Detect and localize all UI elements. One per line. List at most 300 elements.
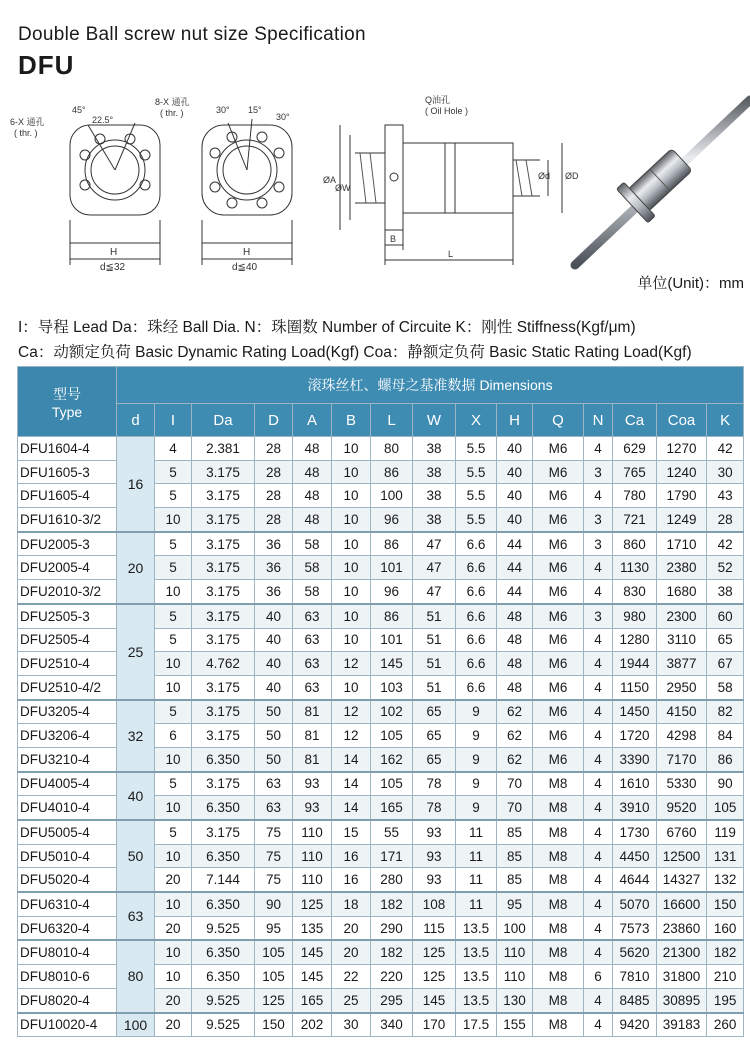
value-cell: 13.5 <box>456 965 497 989</box>
model-cell: DFU3205-4 <box>18 700 117 724</box>
value-cell: 85 <box>497 844 533 868</box>
model-cell: DFU3210-4 <box>18 747 117 771</box>
value-cell: 165 <box>371 796 413 820</box>
value-cell: 39183 <box>657 1013 707 1037</box>
table-row <box>18 604 744 628</box>
a-label: ØA <box>323 175 337 185</box>
value-cell: 125 <box>293 892 332 916</box>
value-cell: M6 <box>533 460 584 484</box>
value-cell: 95 <box>497 892 533 916</box>
value-cell: M6 <box>533 604 584 628</box>
value-cell: 4 <box>584 940 613 964</box>
value-cell: 30895 <box>657 988 707 1012</box>
w-label: ØW <box>335 183 351 193</box>
spec-table-container <box>17 366 743 1037</box>
value-cell: 182 <box>371 892 413 916</box>
value-cell: 13.5 <box>456 988 497 1012</box>
value-cell: 38 <box>413 508 456 532</box>
value-cell: 31800 <box>657 965 707 989</box>
value-cell: 3.175 <box>192 724 255 748</box>
value-cell: 63 <box>293 652 332 676</box>
model-cell: DFU6310-4 <box>18 892 117 916</box>
table-row <box>18 1013 744 1037</box>
column-header-row <box>18 404 744 437</box>
table-row <box>18 940 744 964</box>
value-cell: 4 <box>584 484 613 508</box>
value-cell: 5 <box>155 484 192 508</box>
value-cell: 4150 <box>657 700 707 724</box>
value-cell: 10 <box>332 437 371 461</box>
model-cell: DFU10020-4 <box>18 1013 117 1037</box>
value-cell: 5 <box>155 556 192 580</box>
value-cell: M8 <box>533 868 584 892</box>
value-cell: 220 <box>371 965 413 989</box>
value-cell: 145 <box>293 965 332 989</box>
value-cell: 182 <box>371 940 413 964</box>
value-cell: 10 <box>332 484 371 508</box>
value-cell: 150 <box>255 1013 293 1037</box>
value-cell: 80 <box>371 437 413 461</box>
value-cell: 4 <box>584 820 613 844</box>
value-cell: 81 <box>293 724 332 748</box>
value-cell: 42 <box>707 532 744 556</box>
nominal-diameter-cell: 100 <box>117 1013 155 1037</box>
value-cell: 10 <box>332 675 371 699</box>
value-cell: 93 <box>293 772 332 796</box>
value-cell: 63 <box>255 772 293 796</box>
value-cell: 63 <box>293 628 332 652</box>
value-cell: 6.6 <box>456 604 497 628</box>
value-cell: 12500 <box>657 844 707 868</box>
value-cell: 145 <box>371 652 413 676</box>
value-cell: 47 <box>413 580 456 604</box>
value-cell: M8 <box>533 820 584 844</box>
value-cell: 6.6 <box>456 628 497 652</box>
value-cell: 1720 <box>613 724 657 748</box>
value-cell: 40 <box>255 604 293 628</box>
value-cell: 44 <box>497 580 533 604</box>
value-cell: 3390 <box>613 747 657 771</box>
value-cell: 2.381 <box>192 437 255 461</box>
value-cell: 10 <box>155 892 192 916</box>
value-cell: 10 <box>155 747 192 771</box>
value-cell: 4 <box>584 652 613 676</box>
table-row <box>18 772 744 796</box>
value-cell: 860 <box>613 532 657 556</box>
model-cell: DFU3206-4 <box>18 724 117 748</box>
value-cell: 42 <box>707 437 744 461</box>
value-cell: 1270 <box>657 437 707 461</box>
value-cell: 1450 <box>613 700 657 724</box>
value-cell: 1130 <box>613 556 657 580</box>
model-cell: DFU2505-4 <box>18 628 117 652</box>
value-cell: 16 <box>332 868 371 892</box>
value-cell: 5 <box>155 820 192 844</box>
value-cell: 15 <box>332 820 371 844</box>
right-bolt-hole <box>227 198 237 208</box>
value-cell: 65 <box>413 747 456 771</box>
value-cell: 12 <box>332 652 371 676</box>
value-cell: 48 <box>293 508 332 532</box>
model-cell: DFU1605-4 <box>18 484 117 508</box>
value-cell: 48 <box>293 484 332 508</box>
model-cell: DFU2510-4/2 <box>18 675 117 699</box>
value-cell: 5 <box>155 604 192 628</box>
value-cell: 22 <box>332 965 371 989</box>
value-cell: 6.350 <box>192 965 255 989</box>
value-cell: 36 <box>255 532 293 556</box>
value-cell: 50 <box>255 747 293 771</box>
value-cell: 40 <box>255 652 293 676</box>
value-cell: 75 <box>255 868 293 892</box>
value-cell: 25 <box>332 988 371 1012</box>
value-cell: 5 <box>155 700 192 724</box>
value-cell: 14327 <box>657 868 707 892</box>
value-cell: 13.5 <box>456 940 497 964</box>
value-cell: M8 <box>533 844 584 868</box>
value-cell: 50 <box>255 700 293 724</box>
value-cell: 28 <box>707 508 744 532</box>
value-cell: 119 <box>707 820 744 844</box>
value-cell: 7170 <box>657 747 707 771</box>
table-row <box>18 892 744 916</box>
value-cell: 5 <box>155 628 192 652</box>
value-cell: 182 <box>707 940 744 964</box>
column-header-x: X <box>456 404 497 437</box>
value-cell: 96 <box>371 580 413 604</box>
value-cell: M6 <box>533 700 584 724</box>
value-cell: 780 <box>613 484 657 508</box>
value-cell: 980 <box>613 604 657 628</box>
value-cell: 48 <box>497 652 533 676</box>
value-cell: 765 <box>613 460 657 484</box>
value-cell: 9.525 <box>192 916 255 940</box>
value-cell: 7.144 <box>192 868 255 892</box>
value-cell: 7573 <box>613 916 657 940</box>
value-cell: 14 <box>332 796 371 820</box>
value-cell: 3 <box>584 604 613 628</box>
value-cell: 9 <box>456 724 497 748</box>
value-cell: 40 <box>497 460 533 484</box>
value-cell: 2950 <box>657 675 707 699</box>
value-cell: 3.175 <box>192 532 255 556</box>
value-cell: 10 <box>155 508 192 532</box>
value-cell: 1240 <box>657 460 707 484</box>
value-cell: 18 <box>332 892 371 916</box>
value-cell: 62 <box>497 724 533 748</box>
model-cell: DFU2510-4 <box>18 652 117 676</box>
value-cell: 11 <box>456 844 497 868</box>
value-cell: 85 <box>497 820 533 844</box>
value-cell: 51 <box>413 628 456 652</box>
value-cell: 10 <box>155 675 192 699</box>
value-cell: 63 <box>293 675 332 699</box>
type-header-en: Type <box>51 403 83 420</box>
value-cell: 78 <box>413 796 456 820</box>
value-cell: 10 <box>155 965 192 989</box>
value-cell: 155 <box>497 1013 533 1037</box>
value-cell: 105 <box>707 796 744 820</box>
value-cell: 3.175 <box>192 508 255 532</box>
value-cell: 28 <box>255 460 293 484</box>
model-series-title: DFU <box>18 50 75 80</box>
value-cell: 100 <box>371 484 413 508</box>
value-cell: 81 <box>293 700 332 724</box>
value-cell: 1710 <box>657 532 707 556</box>
value-cell: 145 <box>413 988 456 1012</box>
value-cell: 40 <box>255 628 293 652</box>
value-cell: 115 <box>413 916 456 940</box>
value-cell: 125 <box>413 965 456 989</box>
value-cell: 28 <box>255 484 293 508</box>
value-cell: 3.175 <box>192 820 255 844</box>
value-cell: M8 <box>533 1013 584 1037</box>
column-header-ca: Ca <box>613 404 657 437</box>
value-cell: 10 <box>155 580 192 604</box>
value-cell: 1280 <box>613 628 657 652</box>
model-cell: DFU2005-4 <box>18 556 117 580</box>
value-cell: 103 <box>371 675 413 699</box>
column-header-w: W <box>413 404 456 437</box>
value-cell: 86 <box>371 460 413 484</box>
value-cell: 10 <box>332 604 371 628</box>
value-cell: 171 <box>371 844 413 868</box>
value-cell: 125 <box>255 988 293 1012</box>
oil-hole <box>390 173 398 181</box>
value-cell: 3.175 <box>192 460 255 484</box>
left-width-label: H <box>110 247 118 258</box>
spec-table-body <box>18 437 744 1037</box>
value-cell: 4 <box>584 628 613 652</box>
value-cell: 100 <box>497 916 533 940</box>
value-cell: 260 <box>707 1013 744 1037</box>
value-cell: 28 <box>255 508 293 532</box>
value-cell: 63 <box>293 604 332 628</box>
model-cell: DFU8020-4 <box>18 988 117 1012</box>
ball-screw-photo <box>575 100 750 265</box>
screw-shaft <box>355 153 540 203</box>
value-cell: 3.175 <box>192 675 255 699</box>
left-angle2: 22.5° <box>92 115 114 125</box>
nut-flange <box>385 125 403 230</box>
left-d-label: d≦32 <box>100 262 126 273</box>
value-cell: 4 <box>584 747 613 771</box>
value-cell: 12 <box>332 700 371 724</box>
value-cell: 36 <box>255 556 293 580</box>
value-cell: 48 <box>497 675 533 699</box>
value-cell: 280 <box>371 868 413 892</box>
table-row <box>18 820 744 844</box>
value-cell: 20 <box>332 940 371 964</box>
type-header-cn: 型号 <box>53 385 81 402</box>
spec-table <box>17 366 744 1037</box>
value-cell: 5 <box>155 772 192 796</box>
value-cell: 160 <box>707 916 744 940</box>
left-flange-drawing <box>70 123 160 265</box>
value-cell: 55 <box>371 820 413 844</box>
value-cell: 4 <box>584 1013 613 1037</box>
column-header-i: I <box>155 404 192 437</box>
value-cell: 4 <box>584 556 613 580</box>
value-cell: 51 <box>413 604 456 628</box>
value-cell: 210 <box>707 965 744 989</box>
value-cell: 4298 <box>657 724 707 748</box>
value-cell: 40 <box>255 675 293 699</box>
value-cell: 5.5 <box>456 484 497 508</box>
value-cell: 2380 <box>657 556 707 580</box>
model-cell: DFU5005-4 <box>18 820 117 844</box>
value-cell: 63 <box>255 796 293 820</box>
value-cell: 50 <box>255 724 293 748</box>
value-cell: M6 <box>533 580 584 604</box>
value-cell: 110 <box>293 868 332 892</box>
value-cell: 95 <box>255 916 293 940</box>
left-hole-label-en: ( thr. ) <box>14 128 38 138</box>
column-header-b: B <box>332 404 371 437</box>
model-cell: DFU1604-4 <box>18 437 117 461</box>
value-cell: 40 <box>497 437 533 461</box>
value-cell: 40 <box>497 484 533 508</box>
value-cell: 6.6 <box>456 652 497 676</box>
value-cell: M8 <box>533 965 584 989</box>
value-cell: 131 <box>707 844 744 868</box>
right-bolt-hole <box>210 182 220 192</box>
nut-side-view <box>340 125 562 265</box>
value-cell: 130 <box>497 988 533 1012</box>
value-cell: 93 <box>413 820 456 844</box>
value-cell: 60 <box>707 604 744 628</box>
value-cell: 96 <box>371 508 413 532</box>
model-cell: DFU8010-4 <box>18 940 117 964</box>
value-cell: 6.350 <box>192 892 255 916</box>
table-row <box>18 532 744 556</box>
value-cell: 5.5 <box>456 460 497 484</box>
value-cell: 4 <box>584 437 613 461</box>
oil-hole-label-en: ( Oil Hole ) <box>425 106 469 116</box>
value-cell: M8 <box>533 940 584 964</box>
value-cell: 6.6 <box>456 675 497 699</box>
column-header-coa: Coa <box>657 404 707 437</box>
value-cell: 75 <box>255 820 293 844</box>
value-cell: 110 <box>497 940 533 964</box>
value-cell: M8 <box>533 916 584 940</box>
value-cell: 1944 <box>613 652 657 676</box>
legend-line-1: I：导程 Lead Da：珠经 Ball Dia. N：珠圈数 Number of Circuite K：刚性 Stiffness(Kgf/μm) <box>18 319 636 336</box>
right-d-label: d≦40 <box>232 262 258 273</box>
unit-label: 单位(Unit)：mm <box>637 275 744 292</box>
D-label: ØD <box>565 171 579 181</box>
value-cell: 9420 <box>613 1013 657 1037</box>
right-hole-label-en: ( thr. ) <box>160 108 184 118</box>
value-cell: 4 <box>584 700 613 724</box>
value-cell: 6.350 <box>192 747 255 771</box>
value-cell: 52 <box>707 556 744 580</box>
value-cell: 125 <box>413 940 456 964</box>
value-cell: 10 <box>155 844 192 868</box>
value-cell: 14 <box>332 747 371 771</box>
value-cell: 86 <box>371 604 413 628</box>
value-cell: 11 <box>456 892 497 916</box>
value-cell: 9520 <box>657 796 707 820</box>
value-cell: 9 <box>456 772 497 796</box>
value-cell: 1249 <box>657 508 707 532</box>
value-cell: 4 <box>584 580 613 604</box>
value-cell: 3.175 <box>192 700 255 724</box>
value-cell: 4450 <box>613 844 657 868</box>
model-cell: DFU2505-3 <box>18 604 117 628</box>
nominal-diameter-cell: 50 <box>117 820 155 892</box>
column-header-da: Da <box>192 404 255 437</box>
value-cell: 30 <box>332 1013 371 1037</box>
model-cell: DFU4005-4 <box>18 772 117 796</box>
model-cell: DFU1610-3/2 <box>18 508 117 532</box>
value-cell: 145 <box>293 940 332 964</box>
value-cell: 4.762 <box>192 652 255 676</box>
dd-label: Ød <box>538 171 551 181</box>
value-cell: 6.6 <box>456 580 497 604</box>
value-cell: 11 <box>456 820 497 844</box>
value-cell: 5070 <box>613 892 657 916</box>
value-cell: 58 <box>293 556 332 580</box>
value-cell: M8 <box>533 892 584 916</box>
nominal-diameter-cell: 63 <box>117 892 155 940</box>
value-cell: M6 <box>533 628 584 652</box>
value-cell: 3.175 <box>192 772 255 796</box>
right-angle3: 30° <box>276 112 290 122</box>
value-cell: M8 <box>533 772 584 796</box>
value-cell: 13.5 <box>456 916 497 940</box>
value-cell: 58 <box>293 532 332 556</box>
value-cell: 101 <box>371 556 413 580</box>
left-hole-label: 6-X 通孔 <box>10 117 45 127</box>
value-cell: 1150 <box>613 675 657 699</box>
value-cell: 10 <box>332 580 371 604</box>
value-cell: M8 <box>533 796 584 820</box>
value-cell: 21300 <box>657 940 707 964</box>
value-cell: 93 <box>413 868 456 892</box>
value-cell: 150 <box>707 892 744 916</box>
column-header-k: K <box>707 404 744 437</box>
b-label: B <box>390 234 397 244</box>
model-cell: DFU8010-6 <box>18 965 117 989</box>
nominal-diameter-cell: 40 <box>117 772 155 820</box>
value-cell: 135 <box>293 916 332 940</box>
model-cell: DFU6320-4 <box>18 916 117 940</box>
nominal-diameter-cell: 20 <box>117 532 155 604</box>
value-cell: 30 <box>707 460 744 484</box>
value-cell: 195 <box>707 988 744 1012</box>
value-cell: 28 <box>255 437 293 461</box>
value-cell: 3.175 <box>192 628 255 652</box>
value-cell: 20 <box>155 868 192 892</box>
right-angle1: 30° <box>216 105 230 115</box>
value-cell: 5.5 <box>456 508 497 532</box>
value-cell: 78 <box>413 772 456 796</box>
value-cell: 51 <box>413 652 456 676</box>
value-cell: 6 <box>584 965 613 989</box>
value-cell: 110 <box>293 844 332 868</box>
value-cell: 81 <box>293 747 332 771</box>
value-cell: 65 <box>413 700 456 724</box>
value-cell: 5.5 <box>456 437 497 461</box>
value-cell: 6 <box>155 724 192 748</box>
value-cell: 14 <box>332 772 371 796</box>
value-cell: 10 <box>155 796 192 820</box>
right-bolt-hole <box>210 148 220 158</box>
table-row <box>18 437 744 461</box>
value-cell: 11 <box>456 868 497 892</box>
value-cell: 93 <box>293 796 332 820</box>
